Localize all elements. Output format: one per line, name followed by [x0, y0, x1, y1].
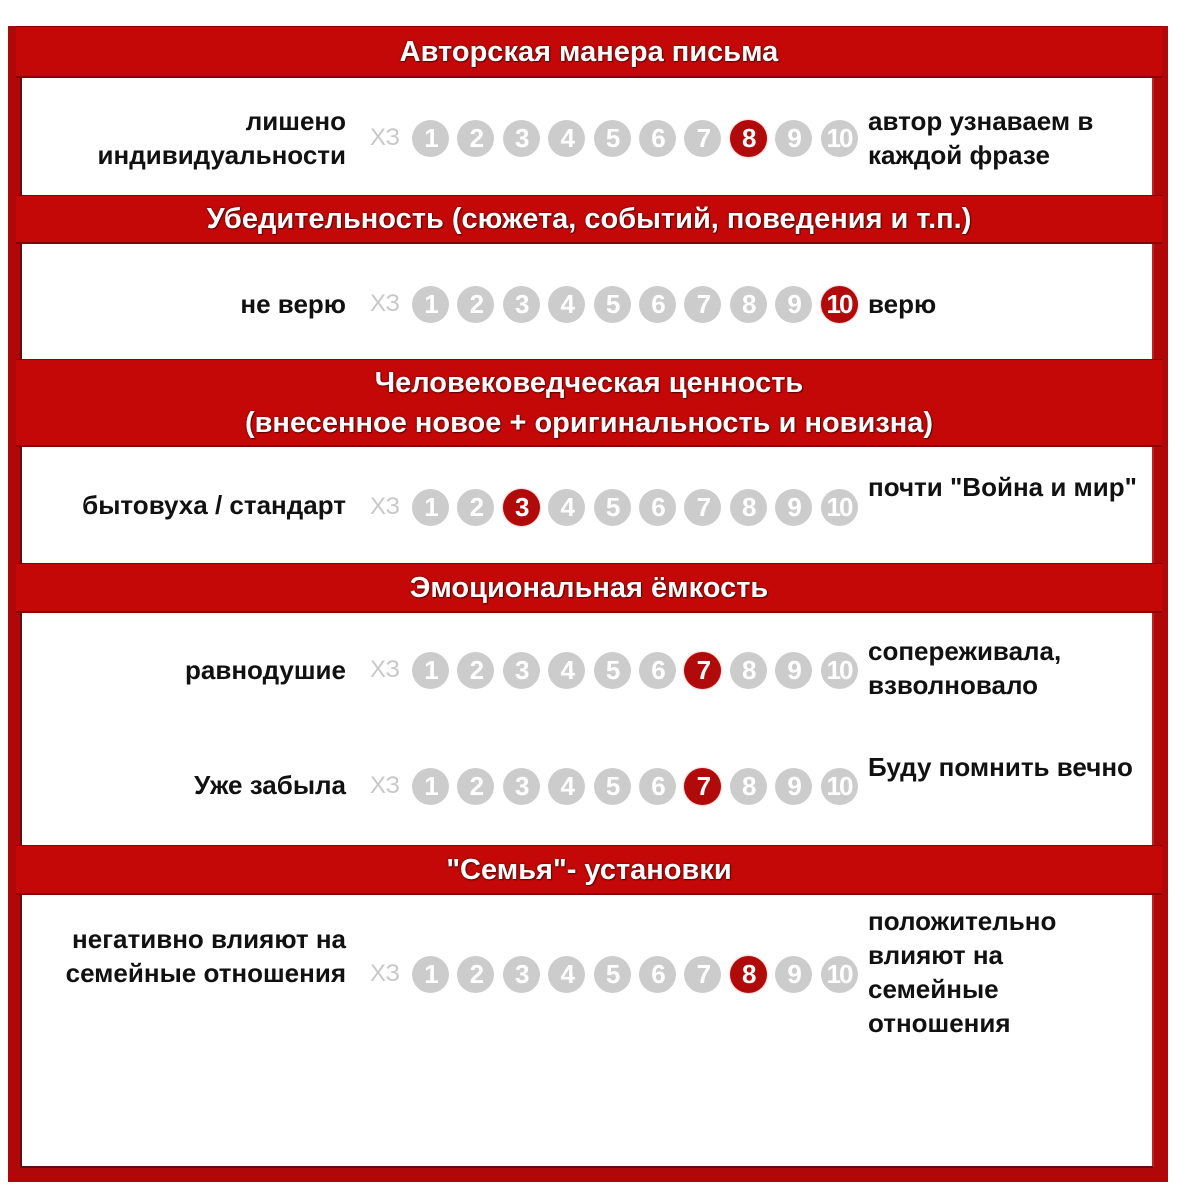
unknown-option[interactable]: ХЗ: [370, 124, 400, 151]
rating-dot[interactable]: 9: [775, 489, 812, 526]
rating-dot[interactable]: 7: [684, 286, 721, 323]
rating-max-label: автор узнаваем в каждой фразе: [868, 106, 1094, 170]
rating-dot[interactable]: 1: [412, 652, 449, 689]
rating-card-frame: [8, 26, 1168, 1182]
rating-min-label: равнодушие: [185, 655, 346, 685]
rating-min-label: Уже забыла: [194, 770, 346, 800]
rating-dot[interactable]: 2: [457, 286, 494, 323]
rating-dot[interactable]: 5: [594, 120, 631, 157]
unknown-option[interactable]: ХЗ: [370, 772, 400, 799]
section-title: Авторская манера письма: [399, 35, 779, 68]
rating-dot[interactable]: 10: [821, 768, 858, 805]
rating-dot[interactable]: 7: [684, 489, 721, 526]
rating-dot[interactable]: 5: [594, 286, 631, 323]
rating-dot[interactable]: 3: [503, 652, 540, 689]
unknown-option[interactable]: ХЗ: [370, 656, 400, 683]
rating-dot[interactable]: 8: [730, 768, 767, 805]
rating-dot-selected[interactable]: 8: [730, 956, 767, 993]
rating-dot[interactable]: 2: [457, 489, 494, 526]
rating-dot[interactable]: 10: [821, 489, 858, 526]
rating-dot[interactable]: 3: [503, 956, 540, 993]
rating-dot[interactable]: 9: [775, 956, 812, 993]
rating-dot-selected[interactable]: 10: [821, 286, 858, 323]
rating-scale: [362, 650, 866, 690]
rating-dot[interactable]: 4: [548, 652, 585, 689]
rating-dot[interactable]: 1: [412, 120, 449, 157]
section-title: Человековедческая ценность: [374, 366, 804, 399]
rating-dot[interactable]: 6: [639, 956, 676, 993]
section-header-author-style: [16, 26, 1162, 78]
section-header-credibility: [16, 195, 1162, 244]
rating-dot[interactable]: 4: [548, 489, 585, 526]
rating-dot[interactable]: 6: [639, 768, 676, 805]
rating-dot-selected[interactable]: 8: [730, 120, 767, 157]
rating-dot[interactable]: 9: [775, 286, 812, 323]
rating-dot-selected[interactable]: 7: [684, 652, 721, 689]
rating-min-label: бытовуха / стандарт: [82, 490, 346, 520]
rating-dot[interactable]: 10: [821, 120, 858, 157]
rating-scale: [362, 284, 866, 324]
rating-dot[interactable]: 8: [730, 286, 767, 323]
rating-dot[interactable]: 1: [412, 956, 449, 993]
rating-min-label: не верю: [240, 289, 346, 319]
rating-min-label: лишено индивидуальности: [97, 106, 346, 170]
rating-card-body: [20, 26, 1154, 1168]
rating-dot[interactable]: 6: [639, 652, 676, 689]
rating-dot[interactable]: 7: [684, 956, 721, 993]
rating-dot[interactable]: 10: [821, 956, 858, 993]
rating-dot[interactable]: 6: [639, 489, 676, 526]
unknown-option[interactable]: ХЗ: [370, 960, 400, 987]
rating-scale: [362, 766, 866, 806]
rating-dot[interactable]: 9: [775, 120, 812, 157]
rating-scale: [362, 487, 866, 527]
rating-max-label: Буду помнить вечно: [868, 752, 1133, 782]
rating-scale: [362, 118, 866, 158]
rating-dot[interactable]: 2: [457, 956, 494, 993]
rating-dot[interactable]: 2: [457, 652, 494, 689]
rating-dot[interactable]: 1: [412, 286, 449, 323]
section-title: Эмоциональная ёмкость: [409, 571, 769, 604]
rating-max-label: верю: [868, 289, 937, 319]
unknown-option[interactable]: ХЗ: [370, 493, 400, 520]
rating-dot[interactable]: 9: [775, 768, 812, 805]
section-header-human-value: [16, 359, 1162, 447]
rating-dot[interactable]: 1: [412, 768, 449, 805]
rating-dot[interactable]: 3: [503, 120, 540, 157]
rating-dot[interactable]: 9: [775, 652, 812, 689]
rating-dot-selected[interactable]: 3: [503, 489, 540, 526]
rating-dot[interactable]: 3: [503, 286, 540, 323]
rating-max-label: почти "Война и мир": [868, 472, 1137, 502]
section-header-emotional-capacity: [16, 563, 1162, 613]
unknown-option[interactable]: ХЗ: [370, 290, 400, 317]
rating-dot[interactable]: 1: [412, 489, 449, 526]
rating-dot[interactable]: 5: [594, 489, 631, 526]
rating-scale: [362, 954, 866, 994]
section-title: Убедительность (сюжета, событий, поведения и т.п.): [206, 203, 972, 235]
section-header-family-values: [16, 845, 1162, 895]
rating-dot[interactable]: 6: [639, 120, 676, 157]
rating-max-label: положительно влияют на семейные отношения: [868, 906, 1057, 1038]
rating-dot[interactable]: 5: [594, 768, 631, 805]
section-title: "Семья"- установки: [446, 853, 732, 886]
rating-dot[interactable]: 5: [594, 652, 631, 689]
rating-dot[interactable]: 4: [548, 956, 585, 993]
rating-dot[interactable]: 2: [457, 768, 494, 805]
rating-dot[interactable]: 3: [503, 768, 540, 805]
rating-max-label: сопереживала, взволновало: [868, 636, 1062, 700]
rating-dot[interactable]: 5: [594, 956, 631, 993]
rating-dot[interactable]: 6: [639, 286, 676, 323]
rating-dot[interactable]: 4: [548, 120, 585, 157]
rating-dot[interactable]: 7: [684, 120, 721, 157]
rating-dot[interactable]: 4: [548, 286, 585, 323]
rating-dot[interactable]: 4: [548, 768, 585, 805]
rating-dot-selected[interactable]: 7: [684, 768, 721, 805]
rating-dot[interactable]: 2: [457, 120, 494, 157]
rating-dot[interactable]: 10: [821, 652, 858, 689]
section-subtitle: (внесенное новое + оригинальность и новизна): [244, 406, 934, 439]
rating-min-label: негативно влияют на семейные отношения: [65, 924, 346, 988]
rating-dot[interactable]: 8: [730, 652, 767, 689]
rating-dot[interactable]: 8: [730, 489, 767, 526]
